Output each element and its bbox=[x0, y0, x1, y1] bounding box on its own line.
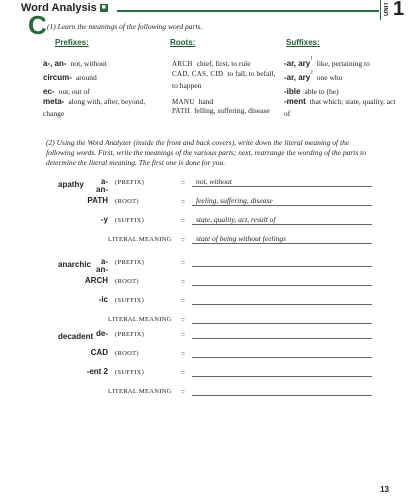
suffix-superscript: 2 bbox=[310, 70, 313, 76]
equals-sign: = bbox=[181, 217, 185, 225]
equals-sign: = bbox=[181, 259, 185, 267]
root-item bbox=[172, 67, 282, 91]
prefix-term: ec- bbox=[43, 87, 55, 96]
part-kind-label: (SUFFIX) bbox=[115, 217, 145, 224]
root-term: PATH bbox=[172, 107, 191, 115]
root-meaning: chief, first, to rule bbox=[196, 59, 251, 68]
section-marker-icon: ■ bbox=[101, 4, 106, 12]
part2-instruction: (2) Using the Word Analyzer (inside the front and back covers), write down the literal meaning of the following words. First, write the meanings of the various parts; next, rearrange the wording of the parts to determine the literal meaning. The first one is done for you. bbox=[46, 138, 366, 167]
word-part: PATH bbox=[87, 196, 108, 205]
equals-sign: = bbox=[181, 316, 185, 324]
unit-number: 1 bbox=[393, 0, 405, 20]
word-part: ARCH bbox=[84, 276, 108, 285]
word-part: CAD bbox=[90, 348, 108, 357]
suffix-meaning: one who bbox=[316, 73, 343, 82]
answer-line[interactable] bbox=[192, 323, 372, 324]
unit-label: UNIT bbox=[384, 2, 390, 16]
suffix-term: -ar, ary bbox=[284, 59, 311, 68]
header-rule bbox=[117, 10, 379, 12]
answer-line[interactable] bbox=[192, 304, 372, 305]
prefix-term: a-, an- bbox=[43, 59, 67, 68]
equals-sign: = bbox=[181, 236, 185, 244]
suffix-item bbox=[284, 95, 399, 119]
suffixes-heading: Suffixes: bbox=[286, 38, 320, 47]
root-meaning: hand bbox=[198, 97, 214, 106]
word-part: -y bbox=[100, 215, 108, 224]
root-term: CAD, CAS, CID bbox=[172, 70, 224, 78]
word-part: -ent 2 bbox=[86, 367, 108, 376]
answer-text: state, quality, act, result of bbox=[196, 215, 276, 224]
part-kind-label: LITERAL MEANING bbox=[108, 236, 172, 243]
prefix-term: meta- bbox=[43, 97, 65, 106]
equals-sign: = bbox=[181, 369, 185, 377]
answer-line[interactable] bbox=[192, 357, 372, 358]
part-kind-label: LITERAL MEANING bbox=[108, 316, 172, 323]
answer-line[interactable] bbox=[192, 224, 372, 225]
suffix-term: -ible bbox=[284, 87, 301, 96]
suffix-meaning: like, pertaining to bbox=[316, 59, 370, 68]
answer-text: not, without bbox=[196, 177, 232, 186]
suffix-term: -ment bbox=[284, 97, 306, 106]
equals-sign: = bbox=[181, 350, 185, 358]
root-meaning: to fall, to befall, to happen bbox=[172, 69, 276, 90]
equals-sign: = bbox=[181, 297, 185, 305]
part-kind-label: (ROOT) bbox=[115, 198, 139, 205]
equals-sign: = bbox=[181, 179, 185, 187]
worksheet-word: decadent bbox=[58, 332, 94, 341]
equals-sign: = bbox=[181, 278, 185, 286]
unit-tab bbox=[380, 0, 409, 20]
prefix-term: circum- bbox=[43, 73, 72, 82]
answer-line[interactable] bbox=[192, 376, 372, 377]
part-kind-label: (PREFIX) bbox=[115, 331, 145, 338]
answer-line[interactable] bbox=[192, 186, 372, 187]
word-part: -ic bbox=[98, 295, 108, 304]
part-kind-label: LITERAL MEANING bbox=[108, 388, 172, 395]
answer-line[interactable] bbox=[192, 266, 372, 267]
root-item bbox=[172, 104, 272, 116]
part-kind-label: (PREFIX) bbox=[115, 179, 145, 186]
root-term: MANU bbox=[172, 98, 195, 106]
answer-line[interactable] bbox=[192, 285, 372, 286]
prefix-item bbox=[43, 95, 158, 119]
prefix-meaning: not, without bbox=[70, 59, 107, 68]
equals-sign: = bbox=[181, 331, 185, 339]
answer-line[interactable] bbox=[192, 338, 372, 339]
answer-text: feeling, suffering, disease bbox=[196, 196, 273, 205]
worksheet-word: anarchic bbox=[58, 260, 91, 269]
page-number: 13 bbox=[380, 485, 389, 494]
section-letter: C bbox=[28, 10, 47, 40]
suffix-meaning: that which; state, quality, act of bbox=[284, 97, 396, 118]
suffix-superscript: 1 bbox=[310, 56, 313, 62]
answer-line[interactable] bbox=[192, 243, 372, 244]
prefix-meaning: around bbox=[75, 73, 97, 82]
part1-instruction: (1) Learn the meanings of the following word parts. bbox=[47, 22, 203, 31]
answer-line[interactable] bbox=[192, 205, 372, 206]
suffix-meaning: able to (be) bbox=[304, 87, 339, 96]
prefix-meaning: out, out of bbox=[58, 87, 90, 96]
answer-line[interactable] bbox=[192, 395, 372, 396]
worksheet-word: apathy bbox=[58, 180, 84, 189]
part-kind-label: (ROOT) bbox=[115, 278, 139, 285]
part-kind-label: (ROOT) bbox=[115, 350, 139, 357]
part-kind-label: (PREFIX) bbox=[115, 259, 145, 266]
part-kind-label: (SUFFIX) bbox=[115, 369, 145, 376]
word-part: a- an- bbox=[96, 257, 108, 274]
prefix-meaning: along with, after, beyond, change bbox=[43, 97, 146, 118]
equals-sign: = bbox=[181, 198, 185, 206]
roots-heading: Roots: bbox=[170, 38, 196, 47]
prefixes-heading: Prefixes: bbox=[55, 38, 89, 47]
word-part: a- an- bbox=[96, 177, 108, 194]
root-meaning: felling, suffering, disease bbox=[194, 106, 270, 115]
answer-text: state of being without feelings bbox=[196, 234, 286, 243]
word-part: de- bbox=[96, 329, 108, 338]
part-kind-label: (SUFFIX) bbox=[115, 297, 145, 304]
equals-sign: = bbox=[181, 388, 185, 396]
suffix-term: -ar, ary bbox=[284, 73, 311, 82]
section-title-text: Word Analysis bbox=[21, 2, 97, 14]
root-term: ARCH bbox=[172, 60, 193, 68]
